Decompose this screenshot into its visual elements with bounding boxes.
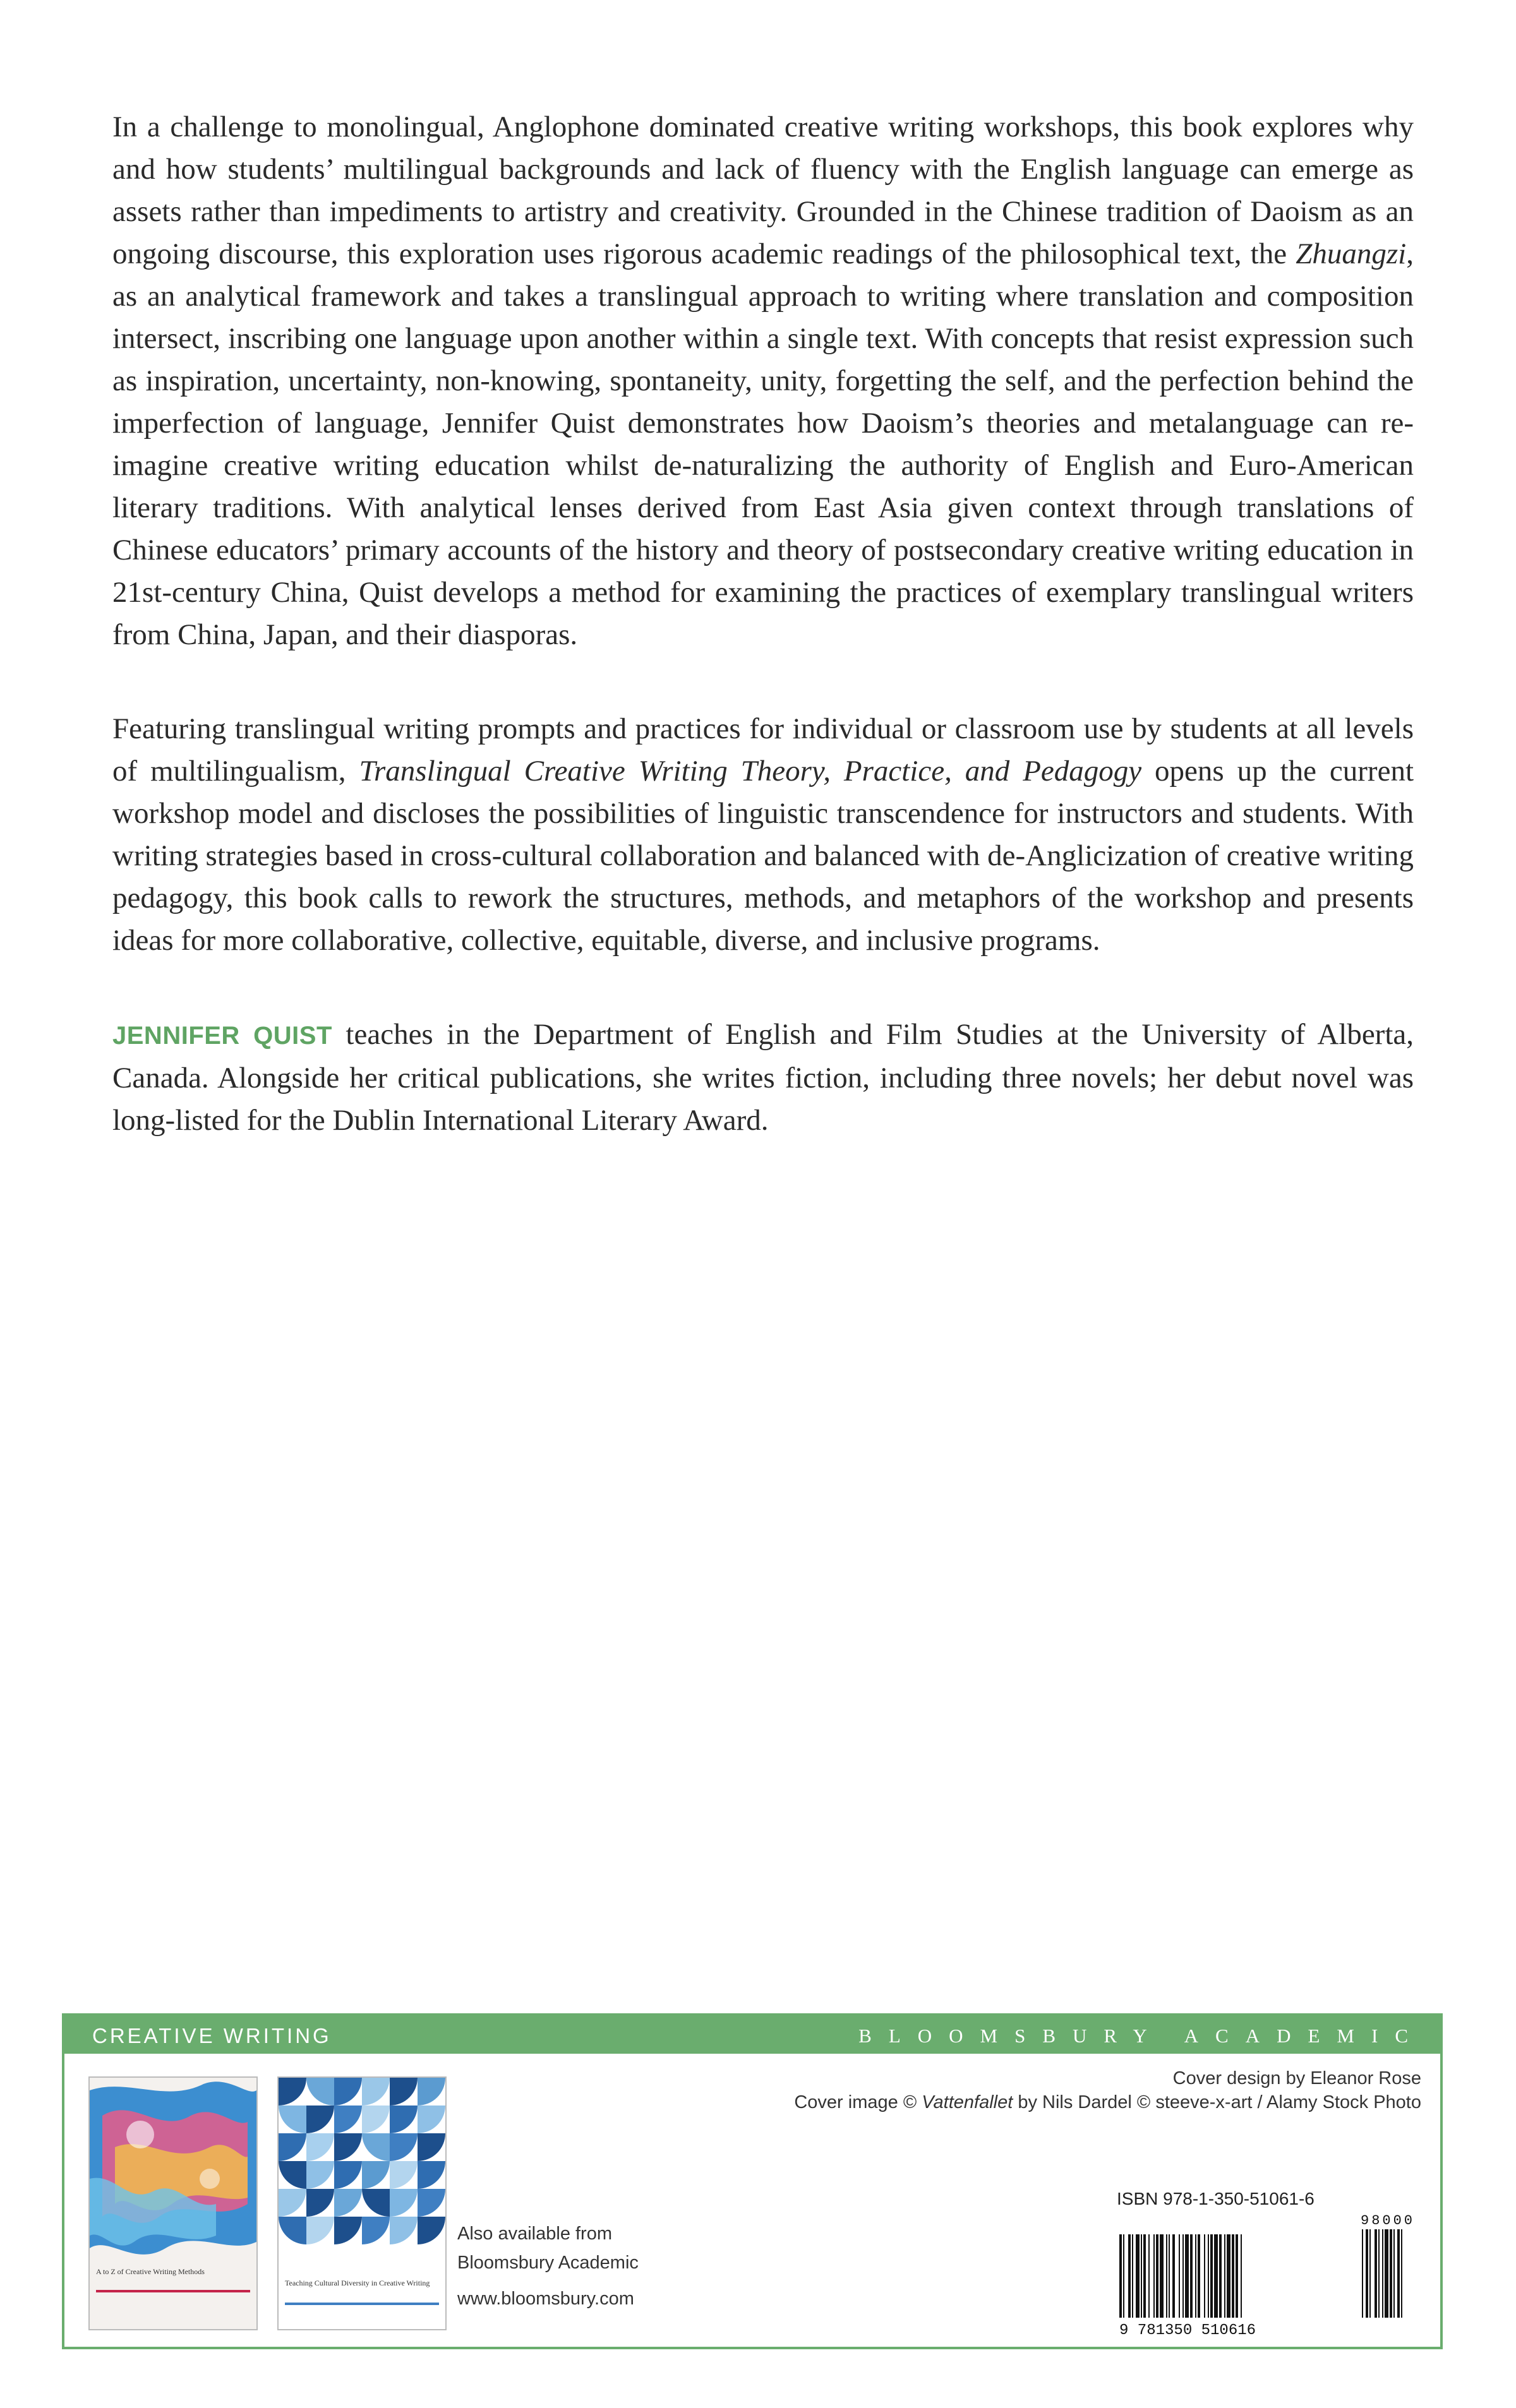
available-line-1: Also available from xyxy=(457,2224,612,2244)
barcode-bar xyxy=(1369,2229,1371,2318)
barcode-bar xyxy=(1190,2234,1193,2318)
author-name: JENNIFER QUIST xyxy=(112,1022,332,1050)
barcode-icon xyxy=(1117,2212,1426,2338)
italic-title: Zhuangzi xyxy=(1296,237,1407,270)
price-code: 98000 xyxy=(1361,2213,1416,2229)
paragraph-text: , as an analytical framework and takes a translingual approach to writing where translation and composition intersect, inscribing one language upon another within a single text. With concepts that resist expression such as inspiration, uncertainty, non-knowing, spontaneity, unity, forgetting the self, and the perfection behind the imperfection of language, Jennifer Quist demonstrates how Daoism’s theories and metalanguage can re-imagine creative writing education whilst de-naturalizing the authority of English and Euro-American literary traditions. With analytical lenses derived from East Asia given context through translations of Chinese educators’ primary accounts of the history and theory of postsecondary creative writing education in 21st-century China, Quist develops a method for examining the practices of exemplary translingual writers from China, Japan, and their diasporas. xyxy=(112,237,1414,651)
available-from xyxy=(457,2219,639,2277)
book-title-bar xyxy=(285,2303,439,2305)
barcode-bar xyxy=(1123,2234,1124,2318)
barcode-bar xyxy=(1219,2234,1222,2318)
related-book-title: A to Z of Creative Writing Methods xyxy=(96,2267,205,2276)
related-book-title: Teaching Cultural Diversity in Creative Writing xyxy=(285,2279,430,2287)
barcode-bar xyxy=(1166,2234,1167,2318)
cover-credits xyxy=(794,2066,1421,2114)
barcode-bar xyxy=(1141,2234,1142,2318)
barcode-bar xyxy=(1198,2234,1200,2318)
geometric-pattern-icon xyxy=(279,2078,445,2267)
barcode-number: 9 781350 510616 xyxy=(1119,2322,1256,2338)
image-credit-prefix: Cover image © xyxy=(794,2092,922,2112)
barcode-bar xyxy=(1128,2234,1131,2318)
barcode-bar xyxy=(1185,2234,1189,2318)
barcode-bar xyxy=(1236,2234,1238,2318)
barcode-bar xyxy=(1195,2234,1196,2318)
barcode-bar xyxy=(1227,2234,1230,2318)
barcode-bar xyxy=(1119,2234,1122,2318)
bottom-panel xyxy=(62,2013,1443,2349)
book-title-bar xyxy=(96,2290,250,2292)
barcode-bar xyxy=(1214,2234,1218,2318)
isbn-label: ISBN 978-1-350-51061-6 xyxy=(1117,2189,1314,2208)
category-band xyxy=(64,2016,1440,2054)
barcode-bar xyxy=(1156,2234,1158,2318)
paragraph-text: Featuring translingual writing prompts and practices for individual or classroom use by students at all levels of multilingualism, xyxy=(112,712,1414,788)
back-cover-text xyxy=(112,106,1414,1194)
barcode-bar xyxy=(1208,2234,1209,2318)
barcode-bar xyxy=(1136,2234,1140,2318)
barcode-bar xyxy=(1143,2234,1146,2318)
available-line-2: Bloomsbury Academic xyxy=(457,2253,639,2273)
related-book-cover-1 xyxy=(88,2076,258,2330)
author-bio xyxy=(112,1014,1414,1142)
barcode-bar xyxy=(1390,2229,1392,2318)
image-credit-suffix: by Nils Dardel © steeve-x-art / Alamy Stock Photo xyxy=(1013,2092,1421,2112)
paragraph-text: opens up the current workshop model and discloses the possibilities of linguistic transcendence for instructors and students. With writing strategies based in cross-cultural collaboration and balanced with de-Anglicization of creative writing pedagogy, this book calls to rework the structures, methods, and metaphors of the workshop and presents ideas for more collaborative, collective, equitable, diverse, and inclusive programs. xyxy=(112,755,1414,957)
barcode-bar xyxy=(1169,2234,1170,2318)
barcode-bar xyxy=(1132,2234,1133,2318)
paragraph-text: In a challenge to monolingual, Anglophone dominated creative writing workshops, this book explores why and how students’ multilingual backgrounds and lack of fluency with the English language can emerge as assets rather than impediments to artistry and creativity. Grounded in the Chinese tradition of Daoism as an ongoing discourse, this exploration uses rigorous academic readings of the philosophical text, the xyxy=(112,111,1414,270)
barcode-bar xyxy=(1382,2229,1383,2318)
barcode-bar xyxy=(1393,2229,1395,2318)
barcode-bar xyxy=(1204,2234,1205,2318)
barcode-bar xyxy=(1378,2229,1380,2318)
barcode-bar xyxy=(1153,2234,1155,2318)
image-credit xyxy=(794,2090,1421,2114)
description-paragraph-1 xyxy=(112,106,1414,656)
related-book-cover-2 xyxy=(277,2076,447,2330)
barcode-bar xyxy=(1385,2229,1388,2318)
italic-title: Translingual Creative Writing Theory, Practice, and Pedagogy xyxy=(359,755,1142,788)
barcode-bar xyxy=(1160,2234,1164,2318)
description-paragraph-2 xyxy=(112,708,1414,962)
author-bio-text: teaches in the Department of English and Film Studies at the University of Alberta, Canada. Alongside her critical publications, she writes fiction, including three novels; her debut novel was long-listed for the Dublin International Literary Award. xyxy=(112,1018,1414,1137)
barcode-bar xyxy=(1401,2229,1402,2318)
barcode-bar xyxy=(1397,2229,1400,2318)
barcode-bar xyxy=(1232,2234,1234,2318)
artwork-title: Vattenfallet xyxy=(922,2092,1013,2112)
barcode-bar xyxy=(1366,2229,1368,2318)
barcode-bar xyxy=(1179,2234,1180,2318)
barcode-bar xyxy=(1224,2234,1225,2318)
barcode-bar xyxy=(1241,2234,1242,2318)
barcode-bar xyxy=(1375,2229,1377,2318)
barcode-bar xyxy=(1182,2234,1184,2318)
website-link[interactable]: www.bloomsbury.com xyxy=(457,2289,634,2309)
category-label: CREATIVE WRITING xyxy=(92,2024,332,2047)
barcode-bar xyxy=(1210,2234,1213,2318)
publisher-label: BLOOMSBURY ACADEMIC xyxy=(858,2025,1425,2047)
design-credit: Cover design by Eleanor Rose xyxy=(1172,2068,1421,2088)
barcode-bar xyxy=(1362,2229,1363,2318)
barcode-bar xyxy=(1148,2234,1150,2318)
barcode-bar xyxy=(1172,2234,1175,2318)
